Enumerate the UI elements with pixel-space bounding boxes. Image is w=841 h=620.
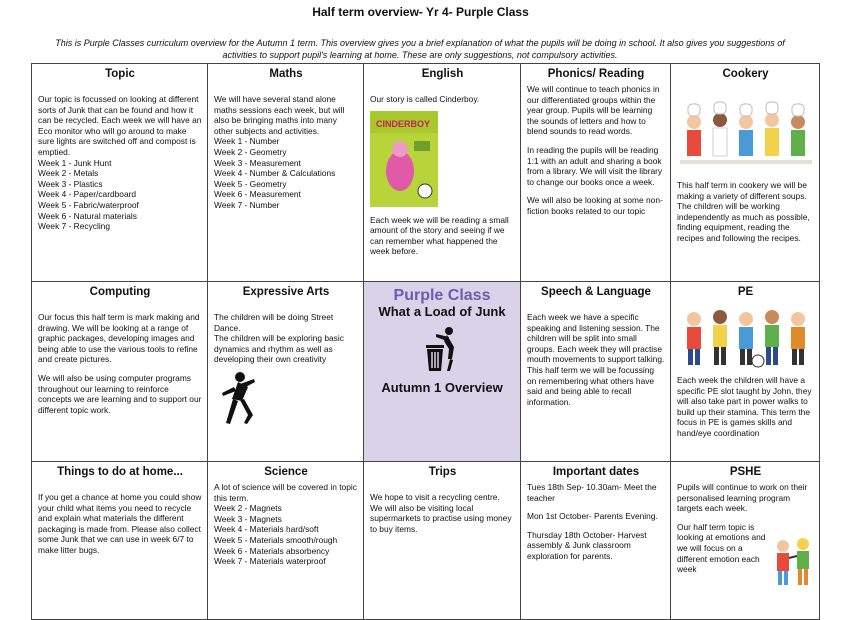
date-item: Mon 1st October- Parents Evening. [527,511,658,522]
science-week: Week 6 - Materials absorbency [214,545,330,556]
date-item: Thursday 18th October- Harvest assembly & Junk classroom exploration for parents. [527,529,647,561]
children-emotions-image [771,534,817,590]
speech-heading: Speech & Language [541,286,651,298]
trips-cell [364,462,521,620]
topic-week: Week 5 - Fabric/waterproof [38,199,139,210]
dates-heading: Important dates [552,466,640,478]
phonics-p1: We will continue to teach phonics in our differentiated groups within the year group. Pupils will be learning the sounds of letters and how to blend sounds to read words. [527,84,660,137]
pshe-cell [671,462,820,620]
pe-heading: PE [737,286,754,298]
maths-week: Week 3 - Measurement [214,157,301,168]
cinderboy-book-cover-image [370,111,438,207]
science-heading: Science [264,466,308,478]
topic-week: Week 3 - Plastics [38,178,103,189]
speech-text: Each week we have a specific speaking and listening session. The children will be split into small groups. Each week they will practise mouth movements to support talking. This half term we will be focussing on remembering what others have said and being able to recall information. [527,312,665,407]
science-week: Week 5 - Materials smooth/rough [214,534,338,545]
pshe-p1: Pupils will continue to work on their personalised learning program targets each week. [677,482,808,514]
expressive-arts-cell [208,282,364,462]
home-heading: Things to do at home... [57,466,183,478]
topic-week: Week 4 - Paper/cardboard [38,189,137,200]
maths-week: Week 2 - Geometry [214,146,287,157]
phonics-p2: In reading the pupils will be reading 1:1 with an adult and sharing a book from a library. We will visit the library to change our books once a week. [527,144,663,187]
trips-heading: Trips [428,466,457,478]
trips-p1: We hope to visit a recycling centre. [370,492,500,502]
class-name-title: Purple Class [393,287,491,304]
cookery-text: This half term in cookery we will be making a variety of different soups. The children will be working independently as much as possible, finding equipment, reading the recipes and following the recipes. [677,180,810,243]
science-week: Week 3 - Magnets [214,513,282,524]
cookery-heading: Cookery [722,68,769,80]
maths-week: Week 7 - Number [214,199,280,210]
topic-week: Week 6 - Natural materials [38,210,137,221]
date-item: Tues 18th Sep- 10.30am- Meet the teacher [527,482,657,503]
maths-week: Week 6 - Measurement [214,189,301,200]
trips-p2: We will also be visiting local supermarkets to practise using money to buy items. [370,502,512,534]
topic-heading: Topic [105,68,135,80]
science-week: Week 2 - Magnets [214,503,282,514]
science-text: A lot of science will be covered in topic this term. [214,482,357,503]
chef-children-image [680,94,812,174]
english-heading: English [421,68,464,80]
science-week: Week 7 - Materials waterproof [214,556,326,567]
center-title-cell [364,282,521,462]
topic-week: Week 7 - Recycling [38,221,110,232]
pe-text: Each week the children will have a specific PE slot taught by John, they will also take part in power walks to build up their stamina. This term the focus in PE is games skills and hand/eye coordination [677,375,812,438]
maths-text: We will have several stand alone maths sessions each week, but will also be bringing maths into many other subjects and activities. [214,94,345,136]
english-text: Each week we will be reading a small amount of the story and seeing if we can remember what happened the week before. [370,214,509,257]
sports-children-image [680,303,812,369]
dancer-silhouette-image [218,371,258,425]
pe-cell [671,282,820,462]
important-dates-cell [521,462,671,620]
english-cell [364,64,521,282]
expressive-p1: The children will be doing Street Dance. [214,312,334,333]
maths-heading: Maths [269,68,303,80]
science-cell [208,462,364,620]
phonics-heading: Phonics/ Reading [547,68,645,80]
topic-text: Our topic is focussed on looking at different sorts of Junk that can be found and how it can be recycled. Each week we will have an Eco monitor who will go around to make sure lights are switched off and compost is emptied. [38,94,202,157]
computing-heading: Computing [89,286,151,298]
speech-language-cell [521,282,671,462]
phonics-p3: We will also be looking at some non-fiction books related to our topic [527,195,663,216]
expressive-heading: Expressive Arts [242,286,330,298]
computing-cell [32,282,208,462]
page-title: Half term overview- Yr 4- Purple Class [312,5,529,19]
computing-p1: Our focus this half term is mark making and drawing. We will be looking at a range of graphic packages, developing images and being able to use the various tools to refine and create pictures. [38,312,200,365]
term-title: Autumn 1 Overview [381,380,503,396]
topic-title: What a Load of Junk [378,303,506,319]
english-intro: Our story is called Cinderboy. [370,94,480,104]
phonics-cell [521,64,671,282]
home-activities-cell [32,462,208,620]
home-text: If you get a chance at home you could show your child what items you need to recycle and explain what materials the different packaging is made from. Please also collect some Junk that we can use in week 6/7 to make litter bugs. [38,492,202,555]
expressive-p2: The children will be exploring basic dynamics and rhythm as well as developing their own creativity [214,333,344,365]
pshe-p2: Our half term topic is looking at emotions and we will focus on a different emotion each week [677,521,766,575]
science-week: Week 4 - Materials hard/soft [214,524,319,535]
maths-week: Week 5 - Geometry [214,178,287,189]
pshe-heading: PSHE [729,466,762,478]
recycle-bin-icon [420,325,464,373]
cookery-cell [671,64,820,282]
computing-p2: We will also be using computer programs throughout our learning to reinforce concepts we are learning and to support our different topic work. [38,372,202,415]
topic-week: Week 2 - Metals [38,168,99,179]
intro-text: This is Purple Classes curriculum overview for the Autumn 1 term. This overview gives you a brief explanation of what the pupils will be doing in school. It also gives you suggestions of activities to support pupil's learning at home. These are only suggestions, not compulsory activities. [55,38,785,60]
overview-grid [31,63,820,620]
book-title: CINDERBOY [376,118,431,129]
maths-cell [208,64,364,282]
maths-week: Week 4 - Number & Calculations [214,168,336,179]
maths-week: Week 1 - Number [214,136,280,147]
topic-cell [32,64,208,282]
topic-week: Week 1 - Junk Hunt [38,157,112,168]
